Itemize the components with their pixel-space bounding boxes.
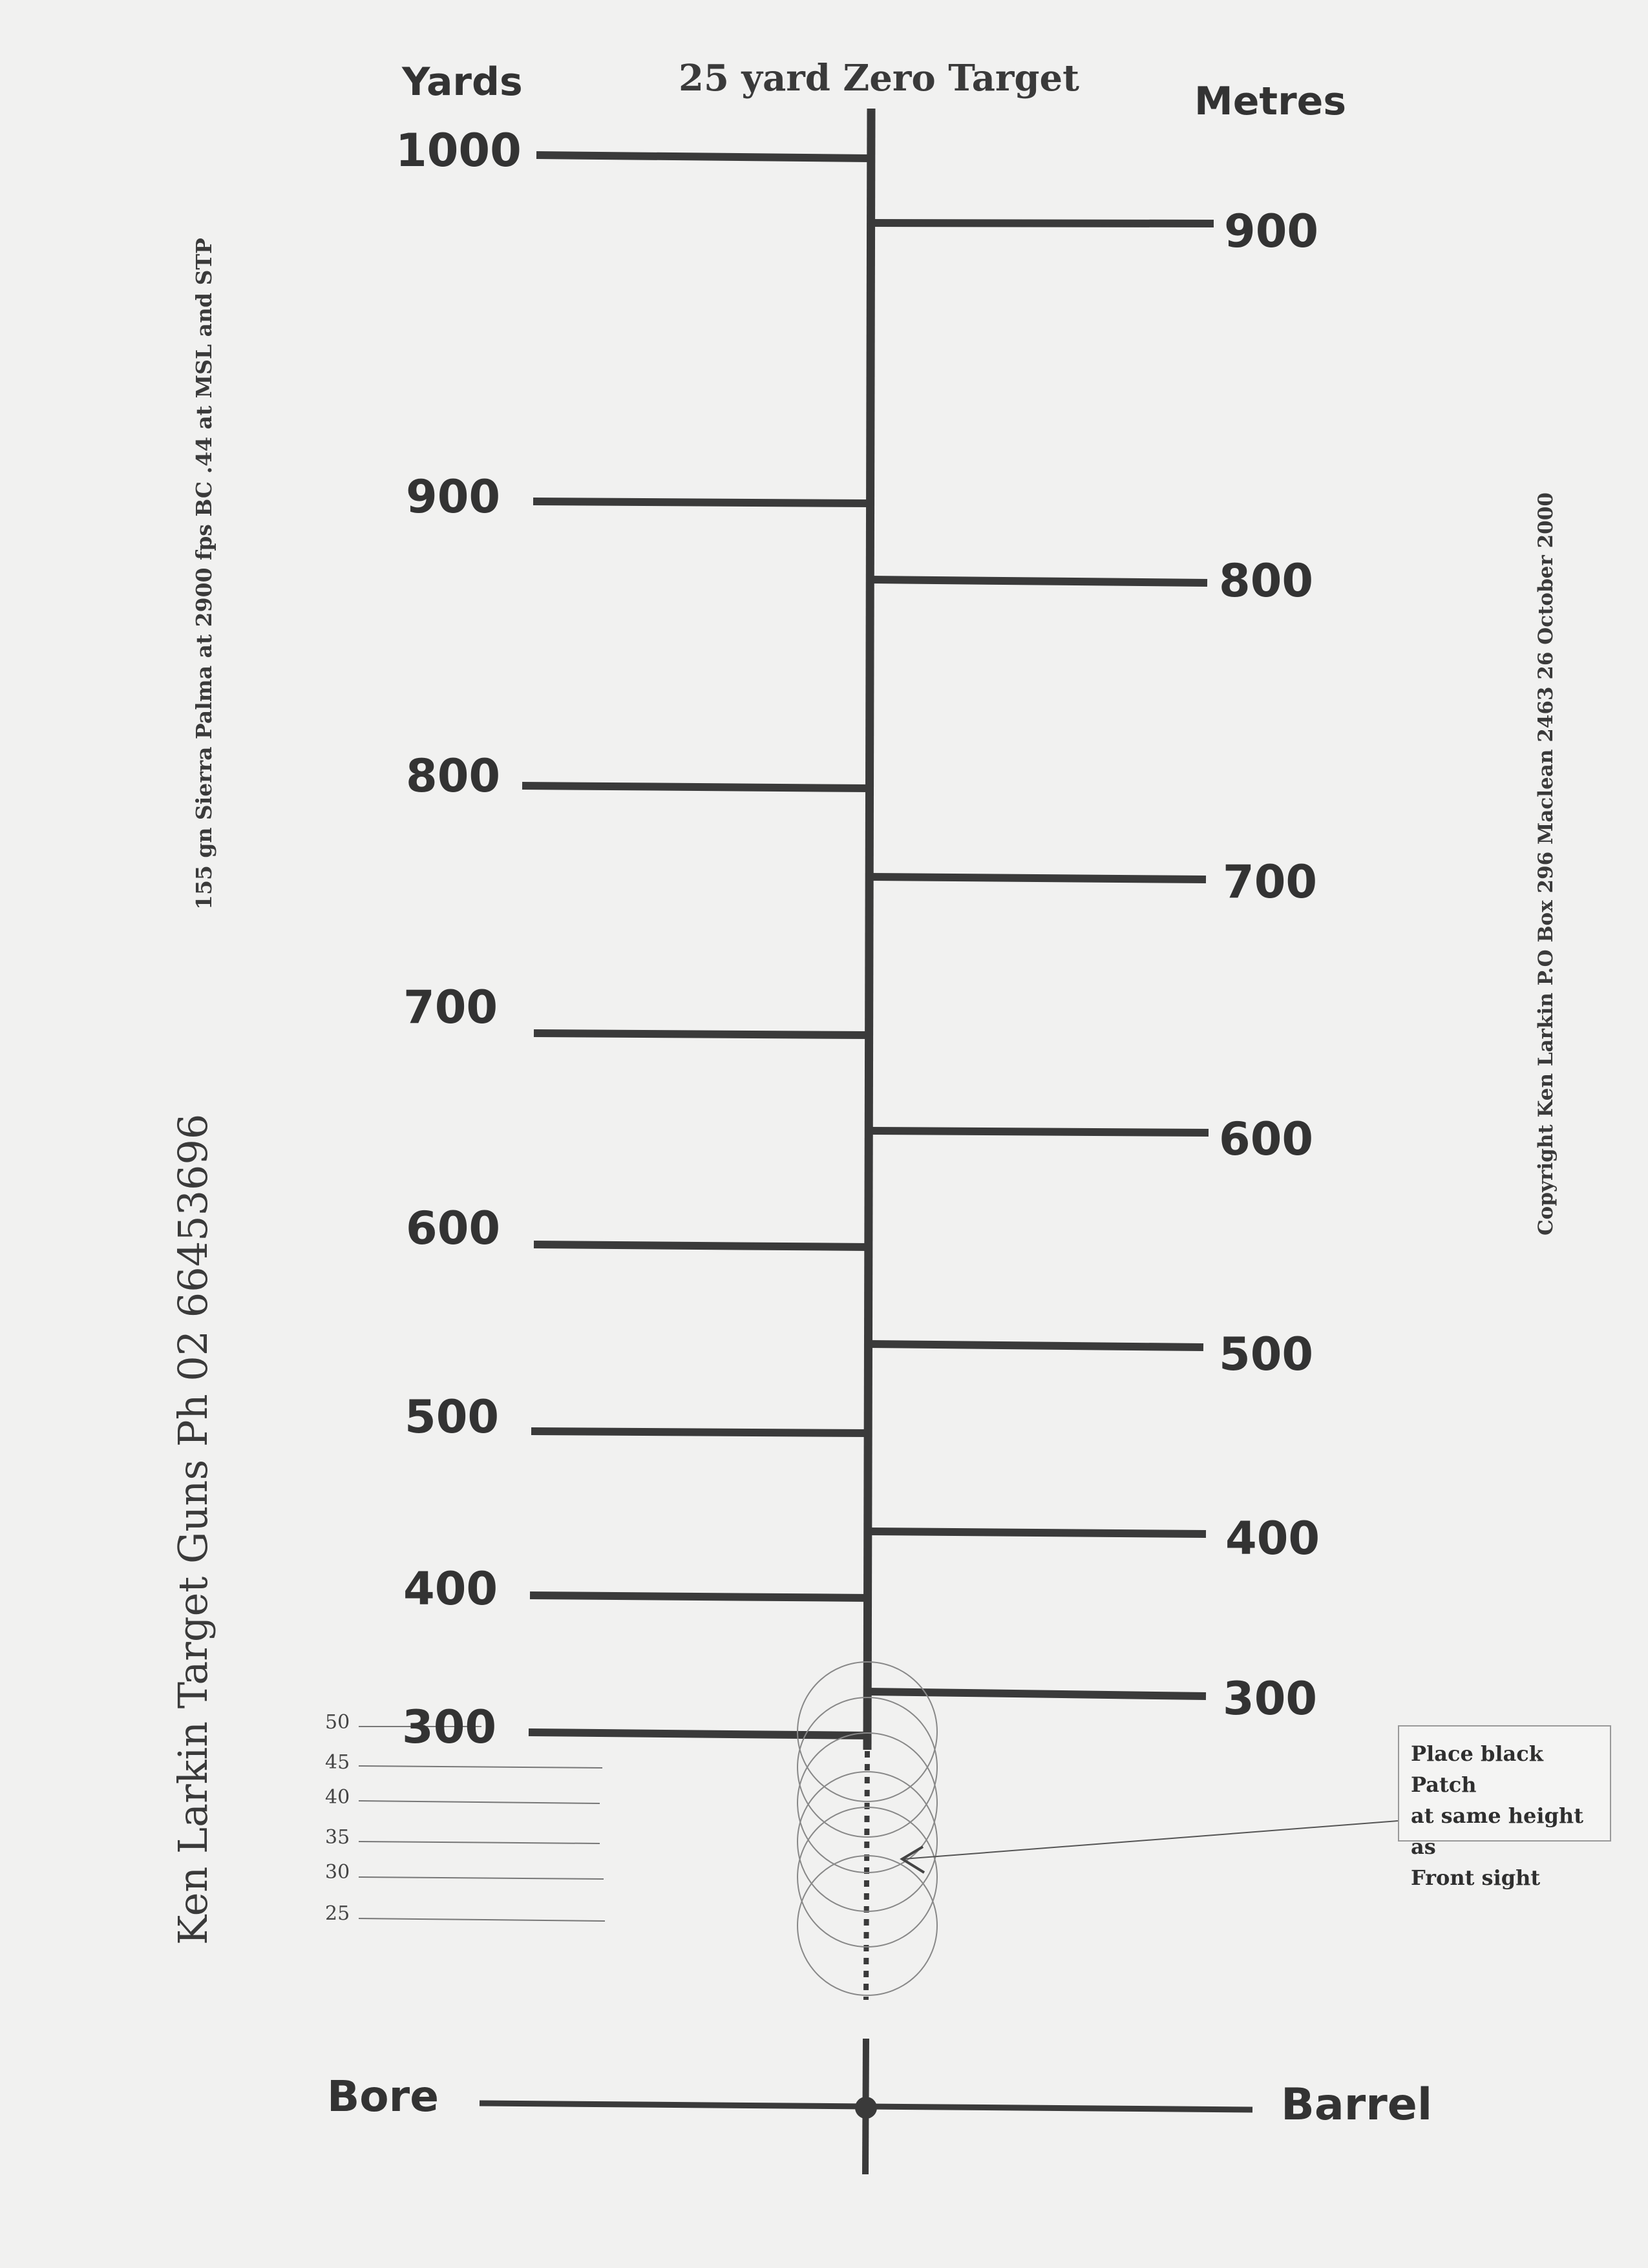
note-line-2: at same height as — [1411, 1803, 1583, 1859]
yard-line-700 — [534, 1033, 869, 1035]
short-line-35 — [359, 1842, 600, 1843]
yard-line-300 — [529, 1732, 869, 1736]
metre-label-700: 700 — [1223, 856, 1318, 908]
yard-label-800: 800 — [406, 750, 501, 803]
short-line-40 — [359, 1801, 600, 1803]
metre-line-500 — [869, 1344, 1203, 1347]
short-line-30 — [359, 1877, 604, 1879]
short-line-45 — [359, 1766, 602, 1768]
company-vertical-text: Ken Larkin Target Guns Ph 02 66453696 — [169, 1113, 217, 1945]
yard-line-800 — [522, 786, 869, 788]
note-arrowhead — [902, 1847, 924, 1873]
short-label-50: 50 — [325, 1711, 350, 1734]
metre-label-300: 300 — [1223, 1672, 1318, 1725]
metre-line-800 — [871, 580, 1207, 583]
note-arrow-line — [903, 1821, 1398, 1859]
center-line-dotted — [866, 1751, 867, 2000]
yard-label-700: 700 — [403, 981, 498, 1034]
yard-label-900: 900 — [406, 470, 501, 523]
yard-label-1000: 1000 — [396, 124, 522, 177]
short-label-40: 40 — [325, 1786, 350, 1809]
metre-line-400 — [869, 1531, 1206, 1534]
metre-label-600: 600 — [1219, 1113, 1314, 1166]
load-info-vertical-text: 155 gn Sierra Palma at 2900 fps BC .44 at MSL and STP — [191, 238, 217, 910]
bore-center-dot — [855, 2097, 877, 2119]
note-line-1: Place black Patch — [1411, 1741, 1543, 1797]
short-label-45: 45 — [325, 1751, 350, 1774]
patch-note — [1398, 1725, 1611, 1890]
yard-line-600 — [534, 1244, 869, 1247]
yard-label-600: 600 — [406, 1202, 501, 1255]
short-line-25 — [359, 1918, 605, 1921]
patch-circle — [798, 1807, 937, 1947]
yard-line-500 — [531, 1431, 869, 1433]
short-label-30: 30 — [325, 1861, 350, 1884]
copyright-vertical-text: Copyright Ken Larkin P.O Box 296 Maclean 2463 26 October 2000 — [1534, 492, 1558, 1235]
note-line-3: Front sight — [1411, 1865, 1541, 1890]
yard-line-900 — [533, 501, 869, 503]
metre-line-300 — [869, 1692, 1206, 1696]
yard-label-500: 500 — [405, 1391, 500, 1444]
metre-line-700 — [870, 877, 1206, 879]
metre-label-500: 500 — [1219, 1328, 1314, 1381]
metre-label-800: 800 — [1219, 554, 1314, 607]
short-label-35: 35 — [325, 1826, 350, 1849]
metre-line-600 — [870, 1131, 1209, 1133]
yards-title: Yards — [402, 59, 523, 105]
metre-line-900 — [871, 223, 1214, 224]
bore-label: Bore — [327, 2072, 439, 2121]
yard-line-400 — [530, 1595, 869, 1598]
metre-label-400: 400 — [1225, 1512, 1320, 1565]
yard-label-300: 300 — [402, 1701, 497, 1754]
barrel-label: Barrel — [1281, 2079, 1433, 2130]
yard-label-400: 400 — [403, 1562, 498, 1615]
center-line — [867, 109, 871, 1750]
short-label-25: 25 — [325, 1902, 350, 1925]
metres-title: Metres — [1194, 79, 1347, 124]
metre-label-900: 900 — [1224, 205, 1319, 258]
yard-line-1000 — [536, 155, 869, 158]
target-title: 25 yard Zero Target — [679, 57, 1080, 100]
